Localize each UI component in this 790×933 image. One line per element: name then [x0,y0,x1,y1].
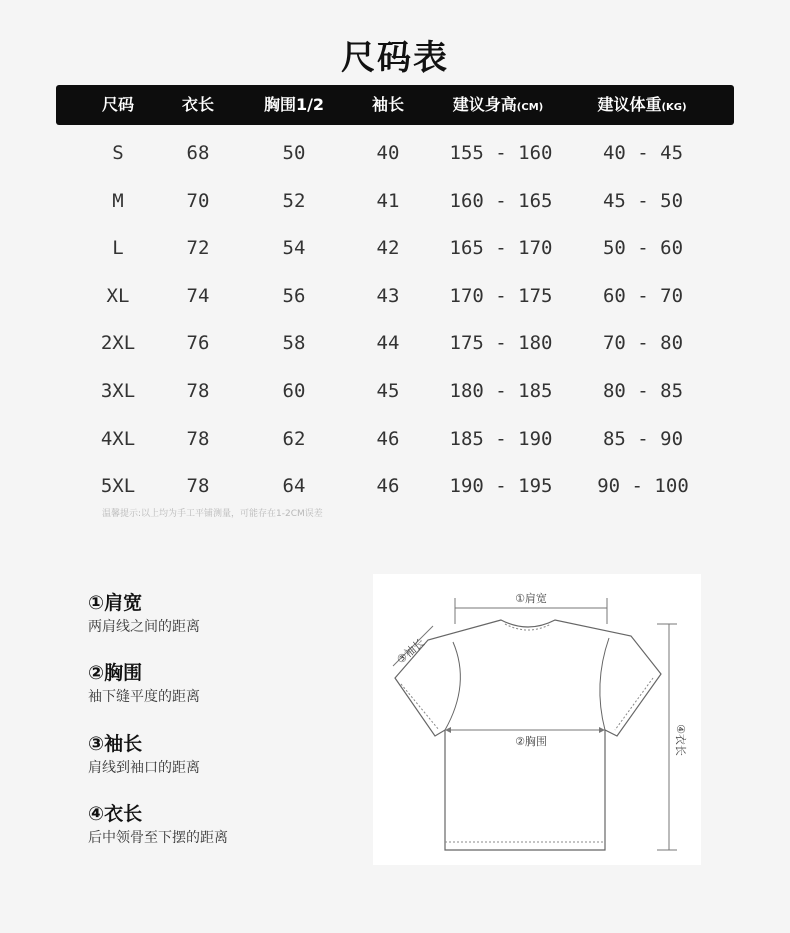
cell-weight: 85 - 90 [602,427,684,450]
header-sleeve: 袖长 [371,95,405,114]
header-chest: 胸围1/2 [263,95,325,114]
cell-chest: 64 [282,475,306,498]
header-weight: 建议体重(KG) [597,95,687,114]
cell-length: 70 [186,189,210,212]
cell-weight: 80 - 85 [602,380,684,402]
cell-height: 165 - 170 [449,237,553,260]
legend-title: ④衣长 [88,803,143,825]
cell-sleeve: 46 [376,475,400,498]
cell-sleeve: 45 [376,380,400,402]
tshirt-measurement-diagram [373,574,701,865]
length-label: ④衣长 [674,724,687,756]
cell-sleeve: 46 [376,427,400,450]
cell-chest: 56 [282,284,306,307]
cell-length: 72 [186,237,210,260]
legend-chest [88,660,200,708]
armhole-right [600,638,609,730]
cell-chest: 60 [282,380,306,402]
cell-length: 78 [186,475,210,498]
table-row [0,424,790,454]
legend-desc: 两肩线之间的距离 [88,619,200,635]
cell-length: 78 [186,380,210,402]
cell-chest: 62 [282,427,306,450]
header-height: 建议身高(CM) [452,95,544,114]
legend-title: ②胸围 [88,662,143,684]
cell-height: 180 - 185 [449,380,553,402]
legend-desc: 后中领骨至下摆的距离 [88,830,228,846]
table-row [0,471,790,501]
cell-weight: 90 - 100 [597,475,689,498]
cell-size: L [112,237,124,260]
page-title: 尺码表 [341,38,449,78]
cell-chest: 50 [282,142,306,164]
cuff-stitch-left [401,684,439,730]
measurement-note: 温馨提示:以上均为手工平铺测量，可能存在1-2CM误差 [102,509,323,519]
cell-chest: 52 [282,189,306,212]
cell-sleeve: 41 [376,189,400,212]
cell-height: 160 - 165 [449,189,553,212]
cell-length: 68 [186,142,210,164]
shoulder-label: ①肩宽 [515,592,547,605]
cell-size: 4XL [100,427,136,450]
armhole-left [445,642,460,730]
table-row [0,138,790,168]
cell-length: 76 [186,332,210,355]
cell-height: 185 - 190 [449,427,553,450]
table-row [0,328,790,358]
cell-height: 155 - 160 [449,142,553,164]
cell-weight: 45 - 50 [602,189,684,212]
cell-weight: 40 - 45 [602,142,684,164]
cell-weight: 70 - 80 [602,332,684,355]
cell-height: 175 - 180 [449,332,553,355]
header-size: 尺码 [101,95,135,114]
cell-size: S [112,142,124,164]
cell-length: 78 [186,427,210,450]
legend-desc: 肩线到袖口的距离 [88,760,200,776]
legend-desc: 袖下缝平度的距离 [88,689,200,705]
cell-sleeve: 44 [376,332,400,355]
cell-length: 74 [186,284,210,307]
legend-title: ①肩宽 [88,592,143,614]
cell-chest: 58 [282,332,306,355]
cell-size: M [112,189,124,212]
cell-size: 5XL [100,475,136,498]
header-length: 衣长 [181,95,215,114]
cell-height: 190 - 195 [449,475,553,498]
legend-sleeve [88,731,200,779]
table-row [0,186,790,216]
cell-chest: 54 [282,237,306,260]
table-row [0,376,790,406]
cell-sleeve: 42 [376,237,400,260]
cell-sleeve: 43 [376,284,400,307]
cell-height: 170 - 175 [449,284,553,307]
cell-size: 3XL [100,380,136,402]
cell-weight: 60 - 70 [602,284,684,307]
size-table-header [56,85,734,125]
legend-shoulder [88,590,200,638]
table-row [0,233,790,263]
cell-size: 2XL [100,332,136,355]
cell-size: XL [106,284,130,307]
legend-length [88,801,228,849]
cuff-stitch-right [615,678,653,730]
cell-weight: 50 - 60 [602,237,684,260]
tshirt-diagram-svg [373,574,701,865]
table-row [0,281,790,311]
chest-label: ②胸围 [515,735,547,748]
cell-sleeve: 40 [376,142,400,164]
sleeve-label: ③袖长 [394,636,428,667]
legend-title: ③袖长 [88,733,143,755]
